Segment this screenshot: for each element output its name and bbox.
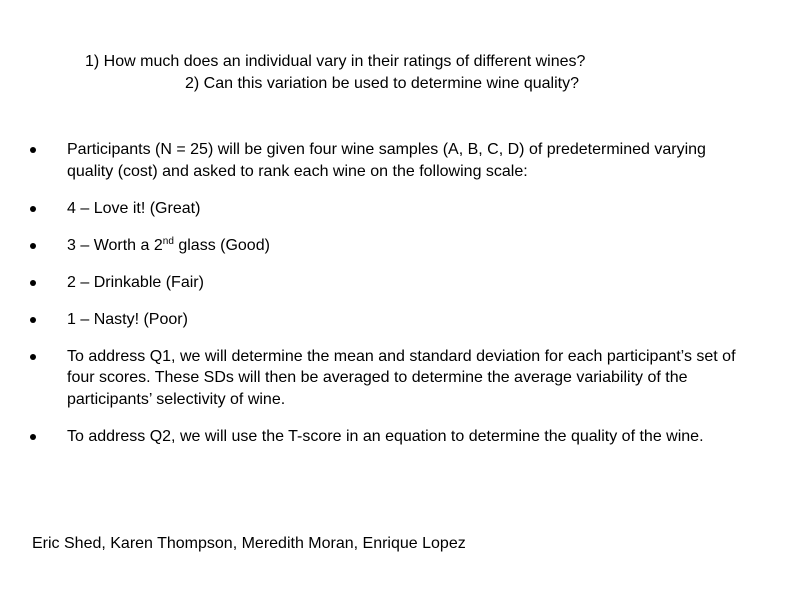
bullet-text: Participants (N = 25) will be given four wine samples (A, B, C, D) of predetermined varying quality (cost) and asked to rank each wine on the following scale: <box>67 141 706 180</box>
bullet-item-procedure <box>30 139 750 182</box>
bullet-text: 1 – Nasty! (Poor) <box>67 310 188 328</box>
bullet-dot-icon <box>30 243 36 249</box>
bullet-text-post: glass (Good) <box>173 236 270 254</box>
bullet-text: 4 – Love it! (Great) <box>67 199 201 217</box>
bullet-dot-icon <box>30 434 36 440</box>
research-question-2: 2) Can this variation be used to determine wine quality? <box>185 75 579 92</box>
bullet-text: To address Q1, we will determine the mean and standard deviation for each participant’s set of four scores. These SDs will then be averaged to determine the average variability of the participants’ selectivity of wine. <box>67 347 736 408</box>
bullet-list <box>30 139 750 463</box>
bullet-dot-icon <box>30 354 36 360</box>
bullet-dot-icon <box>30 280 36 286</box>
bullet-dot-icon <box>30 206 36 212</box>
bullet-text-pre: 3 – Worth a 2 <box>67 236 163 254</box>
bullet-item-scale-2 <box>30 272 750 294</box>
bullet-item-q2-analysis <box>30 426 750 448</box>
bullet-item-scale-3 <box>30 235 750 257</box>
bullet-item-q1-analysis <box>30 346 750 411</box>
bullet-dot-icon <box>30 317 36 323</box>
research-question-1: 1) How much does an individual vary in their ratings of different wines? <box>85 53 586 70</box>
bullet-item-scale-4 <box>30 198 750 220</box>
bullet-text: 2 – Drinkable (Fair) <box>67 273 204 291</box>
bullet-text: To address Q2, we will use the T-score in an equation to determine the quality of the wine. <box>67 427 704 445</box>
bullet-item-scale-1 <box>30 309 750 331</box>
bullet-dot-icon <box>30 147 36 153</box>
bullet-text-sup: nd <box>162 235 174 247</box>
author-list: Eric Shed, Karen Thompson, Meredith Moran, Enrique Lopez <box>32 535 466 552</box>
